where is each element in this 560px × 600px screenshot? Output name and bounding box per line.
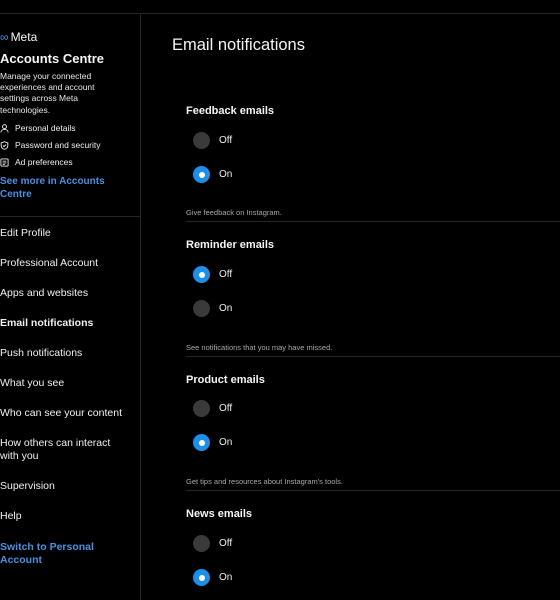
person-icon — [0, 124, 9, 133]
feedback-on-label: On — [219, 169, 233, 180]
reminder-off-option[interactable] — [193, 266, 232, 283]
section-divider — [186, 490, 560, 491]
nav-help[interactable]: Help — [0, 510, 22, 522]
nav-push-notifications[interactable]: Push notifications — [0, 347, 83, 359]
accounts-centre-title: Accounts Centre — [0, 51, 105, 66]
product-on-option[interactable] — [193, 434, 232, 451]
reminder-on-radio[interactable] — [193, 300, 210, 317]
switch-to-personal-account-link[interactable]: Switch to Personal Account — [0, 541, 94, 566]
news-off-label: Off — [219, 538, 233, 549]
nav-email-notifications[interactable]: Email notifications — [0, 317, 94, 329]
nav-how-others-can-interact[interactable]: How others can interact with you — [0, 437, 111, 462]
nav-professional-account[interactable]: Professional Account — [0, 257, 99, 269]
see-more-accounts-centre-link[interactable]: See more in Accounts Centre — [0, 176, 105, 200]
news-on-radio[interactable] — [193, 569, 210, 586]
password-security-link[interactable] — [0, 140, 101, 150]
reminder-off-label: Off — [219, 269, 233, 280]
meta-infinity-icon: ∞ — [0, 30, 9, 44]
reminder-on-label: On — [219, 303, 233, 314]
reminder-on-option[interactable] — [193, 300, 232, 317]
news-off-radio[interactable] — [193, 535, 210, 552]
newspaper-icon — [0, 158, 9, 167]
meta-brand-text: Meta — [10, 30, 38, 44]
product-off-option[interactable] — [193, 400, 232, 417]
nav-supervision[interactable]: Supervision — [0, 480, 55, 492]
feedback-on-radio[interactable] — [193, 166, 210, 183]
section-divider — [186, 221, 560, 222]
sidebar-divider — [0, 216, 140, 217]
product-off-radio[interactable] — [193, 400, 210, 417]
shield-icon — [0, 141, 9, 150]
reminder-off-radio[interactable] — [193, 266, 210, 283]
nav-apps-and-websites[interactable]: Apps and websites — [0, 287, 89, 299]
feedback-caption: Give feedback on Instagram. — [186, 208, 282, 217]
accounts-centre-description: Manage your connected experiences and account settings across Meta technologies. — [0, 71, 95, 115]
section-divider — [186, 356, 560, 357]
news-on-option[interactable] — [193, 569, 232, 586]
nav-who-can-see-your-content[interactable]: Who can see your content — [0, 407, 122, 419]
feedback-emails-heading: Feedback emails — [186, 105, 275, 117]
news-on-label: On — [219, 572, 233, 583]
nav-what-you-see[interactable]: What you see — [0, 377, 65, 389]
feedback-on-option[interactable] — [193, 166, 232, 183]
product-emails-heading: Product emails — [186, 374, 265, 386]
reminder-caption: See notifications that you may have missed. — [186, 343, 333, 352]
ad-preferences-label: Ad preferences — [15, 157, 73, 167]
personal-details-link[interactable] — [0, 123, 75, 133]
feedback-off-label: Off — [219, 135, 233, 146]
ad-preferences-link[interactable] — [0, 157, 73, 167]
page-title: Email notifications — [172, 36, 305, 54]
feedback-off-option[interactable] — [193, 132, 232, 149]
reminder-emails-heading: Reminder emails — [186, 239, 275, 251]
product-on-radio[interactable] — [193, 434, 210, 451]
product-off-label: Off — [219, 403, 233, 414]
password-security-label: Password and security — [15, 140, 101, 150]
news-off-option[interactable] — [193, 535, 232, 552]
meta-logo — [0, 30, 37, 44]
news-emails-heading: News emails — [186, 508, 253, 520]
feedback-off-radio[interactable] — [193, 132, 210, 149]
nav-edit-profile[interactable]: Edit Profile — [0, 227, 51, 239]
personal-details-label: Personal details — [15, 123, 76, 133]
product-on-label: On — [219, 437, 233, 448]
product-caption: Get tips and resources about Instagram's tools. — [186, 477, 343, 486]
